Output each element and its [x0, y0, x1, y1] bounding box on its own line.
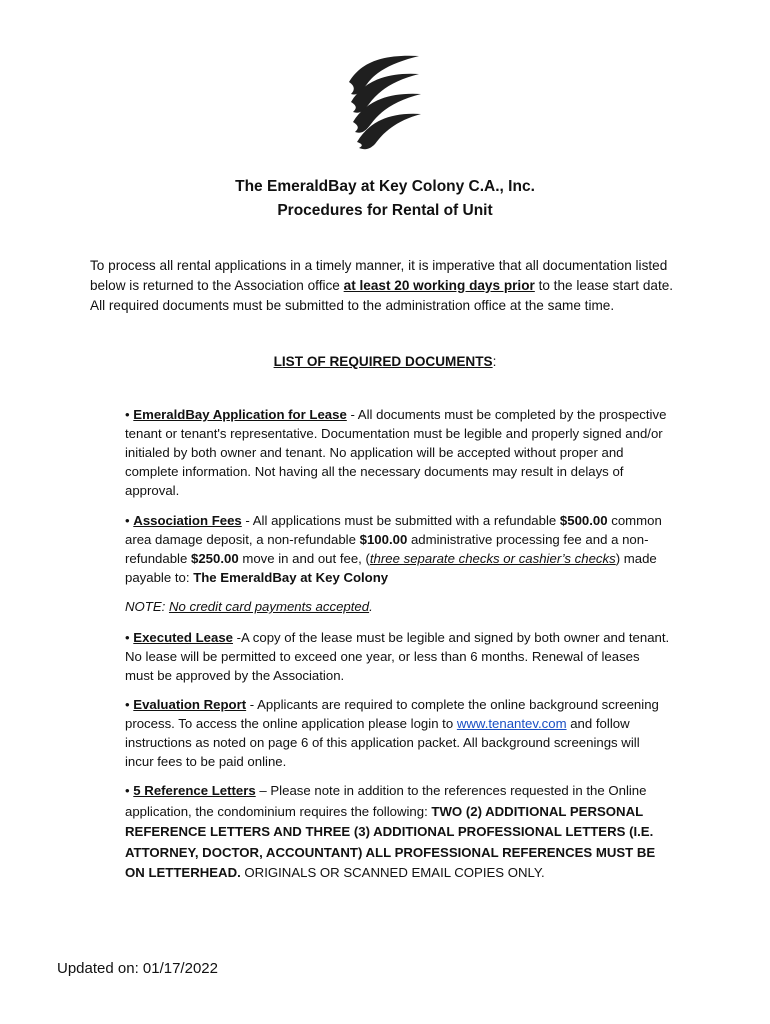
checks-note: three separate checks or cashier’s checks [369, 551, 616, 566]
bullet: • [125, 783, 130, 798]
section-title: Evaluation Report [133, 697, 247, 712]
bullet: • [125, 407, 130, 422]
bullet: • [125, 513, 130, 528]
document-title: The EmeraldBay at Key Colony C.A., Inc. [235, 178, 535, 195]
emeraldbay-logo-icon [343, 52, 423, 150]
tenantev-link[interactable]: www.tenantev.com [456, 716, 567, 731]
section-executed-lease: • Executed Lease -A copy of the lease must be legible and signed by both owner and tenant. No lease will be permitted to exceed one year, or less than 6 months. Renewal of leases must be approved by the Association. [125, 630, 670, 683]
section-title: 5 Reference Letters [133, 783, 256, 798]
payee: The EmeraldBay at Key Colony [193, 570, 389, 585]
required-documents-heading: LIST OF REQUIRED DOCUMENTS: [273, 354, 497, 369]
intro-paragraph: To process all rental applications in a timely manner, it is imperative that all documentation listed below is returned to the Association office at least 20 working days prior to the lease start date. All required documents must be submitted to the administration office at the same time. [90, 258, 674, 313]
section-title: Executed Lease [133, 630, 233, 645]
section-title: EmeraldBay Application for Lease [133, 407, 347, 422]
section-reference-letters: • 5 Reference Letters – Please note in addition to the references requested in the Online application, the condominium requires the following: TWO (2) ADDITIONAL PERSONAL REFERENCE LETTERS AND THREE (3) ADDITIONAL PROFESSIONAL LETTERS (I.E. ATTORNEY, DOCTOR, ACCOUNTANT) ALL PROFESSIONAL REFERENCES MUST BE ON LETTERHEAD. ORIGINALS OR SCANNED EMAIL COPIES ONLY. [125, 783, 656, 880]
bullet: • [125, 630, 130, 645]
section-fees: • Association Fees - All applications must be submitted with a refundable $500.00 common area damage deposit, a non-refundable $100.00 administrative processing fee and a non-refundable $250.00 move in and out fee, (three separate checks or cashier’s checks) made payable to: The EmeraldBay at Key Colony [125, 513, 662, 585]
payment-note: NOTE: No credit card payments accepted. [125, 599, 373, 614]
updated-date: Updated on: 01/17/2022 [57, 960, 218, 977]
document-subtitle: Procedures for Rental of Unit [277, 202, 493, 219]
section-title: Association Fees [133, 513, 242, 528]
bullet: • [125, 697, 130, 712]
section-application: • EmeraldBay Application for Lease - All documents must be completed by the prospective tenant or tenant's representative. Documentation must be legible and properly signed and/or initialed by both owner and tenant. No application will be accepted without proper and complete information. Not having all the necessary documents may result in delays of approval. [125, 407, 667, 498]
section-evaluation-report: • Evaluation Report - Applicants are required to complete the online background screening process. To access the online application please login to www.tenantev.com and follow instructions as noted on page 6 of this application packet. All background screenings will incur fees to be paid online. [125, 697, 659, 769]
deadline-emphasis: at least 20 working days prior [343, 278, 535, 293]
